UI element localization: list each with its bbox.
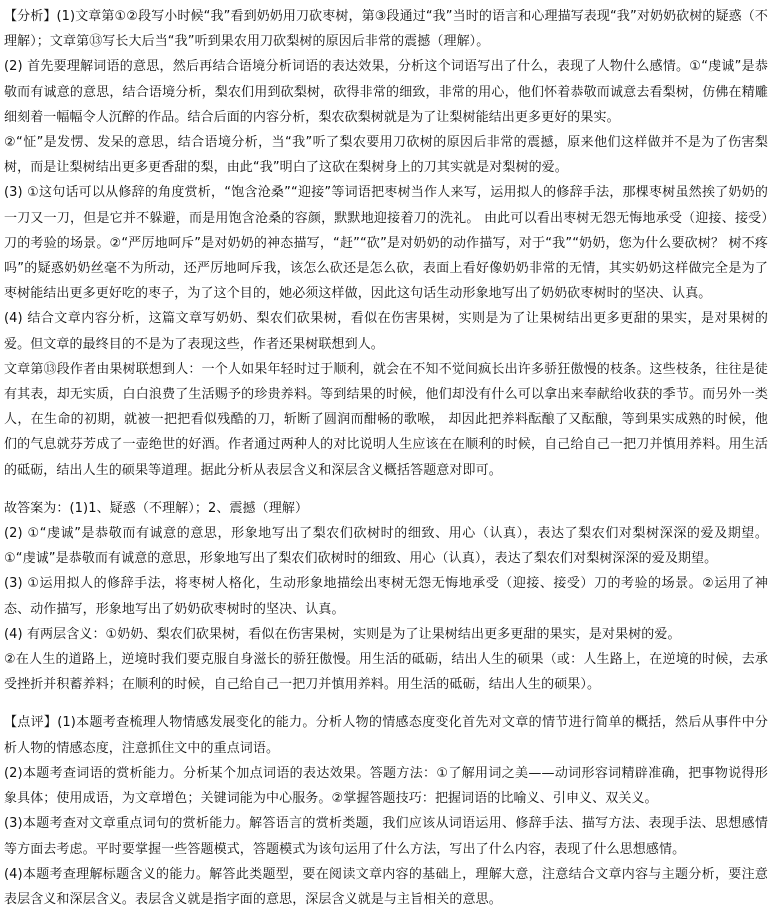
answer-paragraph-4: (4) 有两层含义：①奶奶、梨农们砍果树，看似在伤害果树，实则是为了让果树结出更多更甜的果实，是对果树的爱。: [4, 626, 681, 642]
comment-section: [4, 710, 768, 912]
answer-paragraph-2: (2) ①“虔诚”是恭敬而有诚意的意思，形象地写出了梨农们砍树时的细致、用心（认真），表达了梨农们对梨树深深的爱及期望。 ①“虔诚”是恭敬而有诚意的意思，形象地写出了梨农们砍树时的细致、用心（认真），表达了梨农们对梨树深深的爱及期望。: [4, 526, 768, 567]
analysis-section: [4, 4, 768, 483]
section-gap: [4, 483, 768, 496]
analysis-paragraph-3: ②“怔”是发愣、发呆的意思，结合语境分析，当“我”听了梨农要用刀砍树的原因后非常的震撼，原来他们这样做并不是为了伤害梨树，而是让梨树结出更多更香甜的梨，由此“我”明白了这砍在梨树身上的刀其实就是对梨树的爱。: [4, 135, 768, 176]
analysis-paragraph-6: 文章第⑬段作者由果树联想到人：一个人如果年轻时过于顺利，就会在不知不觉间疯长出许多骄狂傲慢的枝条。这些枝条，往往是徒有其表，却无实质，白白浪费了生活赐予的珍贵养料。等到结果的时候，他们却没有什么可以拿出来奉献给收获的季节。而另外一类人，在生命的初期，就被一把把看似残酷的刀，斩断了圆润而酣畅的歌喉， 却因此把养料酝酿了又酝酿，等到果实成熟的时候，他们的气息就芬芳成了一壶绝世的好酒。作者通过两种人的对比说明人生应该在在顺利的时候，自己给自己一把刀并慎用养料。用生活的砥砺，结出人生的硕果等道理。据此分析从表层含义和深层含义概括答题意对即可。: [4, 361, 768, 478]
comment-paragraph-4: (4)本题考查理解标题含义的能力。解答此类题型，要在阅读文章内容的基础上，理解大意，注意结合文章内容与主题分析，要注意表层含义和深层含义。表层含义就是指字面的意思，深层含义就是与主旨相关的意思。: [4, 866, 768, 907]
analysis-paragraph-4: (3) ①这句话可以从修辞的角度赏析，“饱含沧桑”“迎接”等词语把枣树当作人来写，运用拟人的修辞手法，那棵枣树虽然挨了奶奶的一刀又一刀，但是它并不躲避，而是用饱含沧桑的容颜，默默地迎接着刀的洗礼。 由此可以看出枣树无怨无悔地承受（迎接、接受）刀的考验的场景。②“严厉地呵斥”是对奶奶的神态描写，“赶”“砍”是对奶奶的动作描写，对于“我”“奶奶，您为什么要砍树？ 树不疼吗”的疑惑奶奶丝毫不为所动，还严厉地呵斥我，该怎么砍还是怎么砍，表面上看好像奶奶非常的无情，其实奶奶这样做完全是为了枣树能结出更多更好吃的枣子，为了这个目的，她必须这样做，因此这句话生动形象地写出了奶奶砍枣树时的坚决、认真。: [4, 185, 768, 302]
section-gap: [4, 697, 768, 710]
answer-paragraph-1: 故答案为：(1)1、疑惑（不理解）；2、震撼（理解）: [4, 500, 309, 516]
answer-paragraph-5: ②在人生的道路上，逆境时我们要克服自身滋长的骄狂傲慢。用生活的砥砺，结出人生的硕果（或：人生路上，在逆境的时候，去承受挫折并积蓄养料；在顺利的时候，自己给自己一把刀并慎用养料。用生活的砥砺，结出人生的硕果）。: [4, 652, 768, 693]
comment-paragraph-2: (2)本题考查词语的赏析能力。分析某个加点词语的表达效果。答题方法：①了解用词之美——动词形容词精辟准确，把事物说得形象具体；使用成语，为文章增色；关键词能为中心服务。②掌握答题技巧：把握词语的比喻义、引申义、双关义。: [4, 765, 768, 807]
analysis-paragraph-5: (4) 结合文章内容分析，这篇文章写奶奶、梨农们砍果树，看似在伤害果树，实则是为了让果树结出更多更甜的果实，是对果树的爱。但文章的最终目的不是为了表现这些，作者还果树联想到人。: [4, 311, 768, 352]
answer-section: [4, 496, 768, 698]
comment-paragraph-1: 【点评】(1)本题考查梳理人物情感发展变化的能力。分析人物的情感态度变化首先对文章的情节进行简单的概括，然后从事件中分析人物的情感态度，注意抓住文中的重点词语。: [4, 715, 768, 756]
analysis-paragraph-1: 【分析】(1)文章第①②段写小时候“我”看到奶奶用刀砍枣树，第③段通过“我”当时的语言和心理描写表现“我”对奶奶砍树的疑惑（不理解）；文章第⑬写长大后当“我”听到果农用刀砍梨树的原因后非常的震撼（理解）。: [4, 9, 768, 50]
analysis-paragraph-2: (2) 首先要理解词语的意思，然后再结合语境分析词语的表达效果，分析这个词语写出了什么，表现了人物什么感情。①“虔诚”是恭敬而有诚意的意思，结合语境分析，梨农们用到砍梨树，砍得非常的细致，非常的用心，他们怀着恭敬而诚意去看梨树，仿佛在精雕细刻着一幅幅令人沉醉的作品。结合后面的内容分析，梨农砍梨树就是为了让梨树能结出更多更好的果实。: [4, 59, 768, 125]
answer-paragraph-3: (3) ①运用拟人的修辞手法，将枣树人格化，生动形象地描绘出枣树无怨无悔地承受（迎接、接受）刀的考验的场景。②运用了神态、动作描写，形象地写出了奶奶砍枣树时的坚决、认真。: [4, 576, 768, 617]
comment-paragraph-3: (3)本题考查对文章重点词句的赏析能力。解答语言的赏析类题，我们应该从词语运用、修辞手法、描写方法、表现手法、思想感情等方面去考虑。平时要掌握一些答题模式，答题模式为该句运用了什么方法，写出了什么内容，表现了什么思想感情。: [4, 816, 768, 857]
